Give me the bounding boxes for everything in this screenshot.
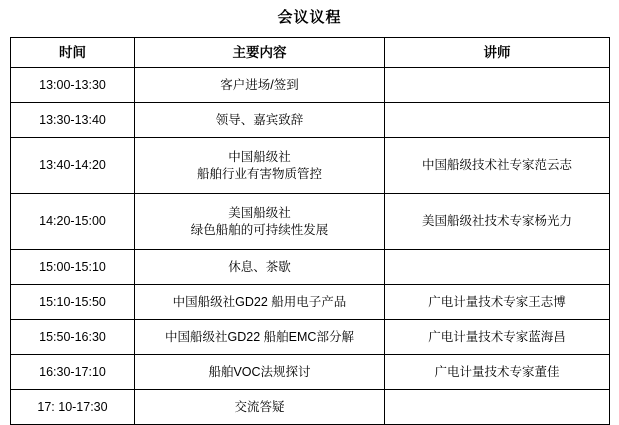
cell-content — [135, 103, 385, 138]
cell-time: 13:30-13:40 — [11, 103, 135, 138]
cell-speaker-line: 美国船级社技术专家杨光力 — [421, 214, 572, 228]
cell-time: 17: 10-17:30 — [11, 390, 135, 425]
table-row — [11, 355, 610, 390]
cell-content-line: 休息、茶歇 — [228, 259, 291, 274]
cell-content — [135, 320, 385, 355]
agenda-table-wrapper — [0, 37, 619, 425]
cell-content — [135, 194, 385, 250]
page-title: 会议议程 — [277, 9, 342, 26]
cell-speaker — [385, 390, 610, 425]
cell-content-line: 中国船级社 — [228, 149, 291, 164]
cell-content-line: 交流答疑 — [234, 399, 285, 414]
table-row — [11, 103, 610, 138]
cell-speaker-line: 广电计量技术专家蓝海昌 — [428, 329, 566, 344]
table-row — [11, 320, 610, 355]
table-body — [11, 68, 610, 425]
table-row — [11, 138, 610, 194]
cell-content-line: 美国船级社 — [228, 205, 291, 220]
table-header — [11, 38, 610, 68]
cell-speaker — [385, 68, 610, 103]
document-page — [0, 8, 619, 414]
cell-content — [135, 390, 385, 425]
cell-content — [135, 68, 385, 103]
cell-time: 13:40-14:20 — [11, 138, 135, 194]
cell-speaker-line: 中国船级技术社专家范云志 — [421, 158, 572, 172]
cell-content-line: 船舶行业有害物质管控 — [196, 166, 322, 181]
table-row — [11, 68, 610, 103]
cell-speaker-line: 广电计量技术专家董佳 — [434, 364, 560, 379]
cell-content — [135, 355, 385, 390]
cell-time: 13:00-13:30 — [11, 68, 135, 103]
cell-speaker — [385, 250, 610, 285]
column-header-content: 主要内容 — [135, 38, 385, 68]
cell-time: 15:00-15:10 — [11, 250, 135, 285]
cell-content — [135, 250, 385, 285]
cell-speaker — [385, 285, 610, 320]
cell-time: 15:50-16:30 — [11, 320, 135, 355]
cell-content-line: 客户进场/签到 — [220, 77, 299, 92]
table-row — [11, 390, 610, 425]
cell-content — [135, 138, 385, 194]
cell-speaker — [385, 138, 610, 194]
table-header-row — [11, 38, 610, 68]
cell-content-line: 绿色船舶的可持续性发展 — [190, 222, 329, 237]
cell-content-line: 中国船级社GD22 船用电子产品 — [172, 294, 347, 309]
cell-speaker — [385, 320, 610, 355]
cell-speaker — [385, 194, 610, 250]
cell-content-line: 领导、嘉宾致辞 — [215, 112, 304, 127]
cell-speaker — [385, 355, 610, 390]
cell-speaker-line: 广电计量技术专家王志博 — [428, 294, 566, 309]
table-row — [11, 194, 610, 250]
column-header-speaker: 讲师 — [385, 38, 610, 68]
cell-time: 14:20-15:00 — [11, 194, 135, 250]
cell-time: 16:30-17:10 — [11, 355, 135, 390]
cell-content-line: 中国船级社GD22 船舶EMC部分解 — [165, 329, 354, 344]
column-header-time: 时间 — [11, 38, 135, 68]
table-row — [11, 285, 610, 320]
cell-speaker — [385, 103, 610, 138]
cell-time: 15:10-15:50 — [11, 285, 135, 320]
cell-content — [135, 285, 385, 320]
cell-content-line: 船舶VOC法规探讨 — [208, 364, 311, 379]
agenda-table — [10, 37, 610, 425]
table-row — [11, 250, 610, 285]
